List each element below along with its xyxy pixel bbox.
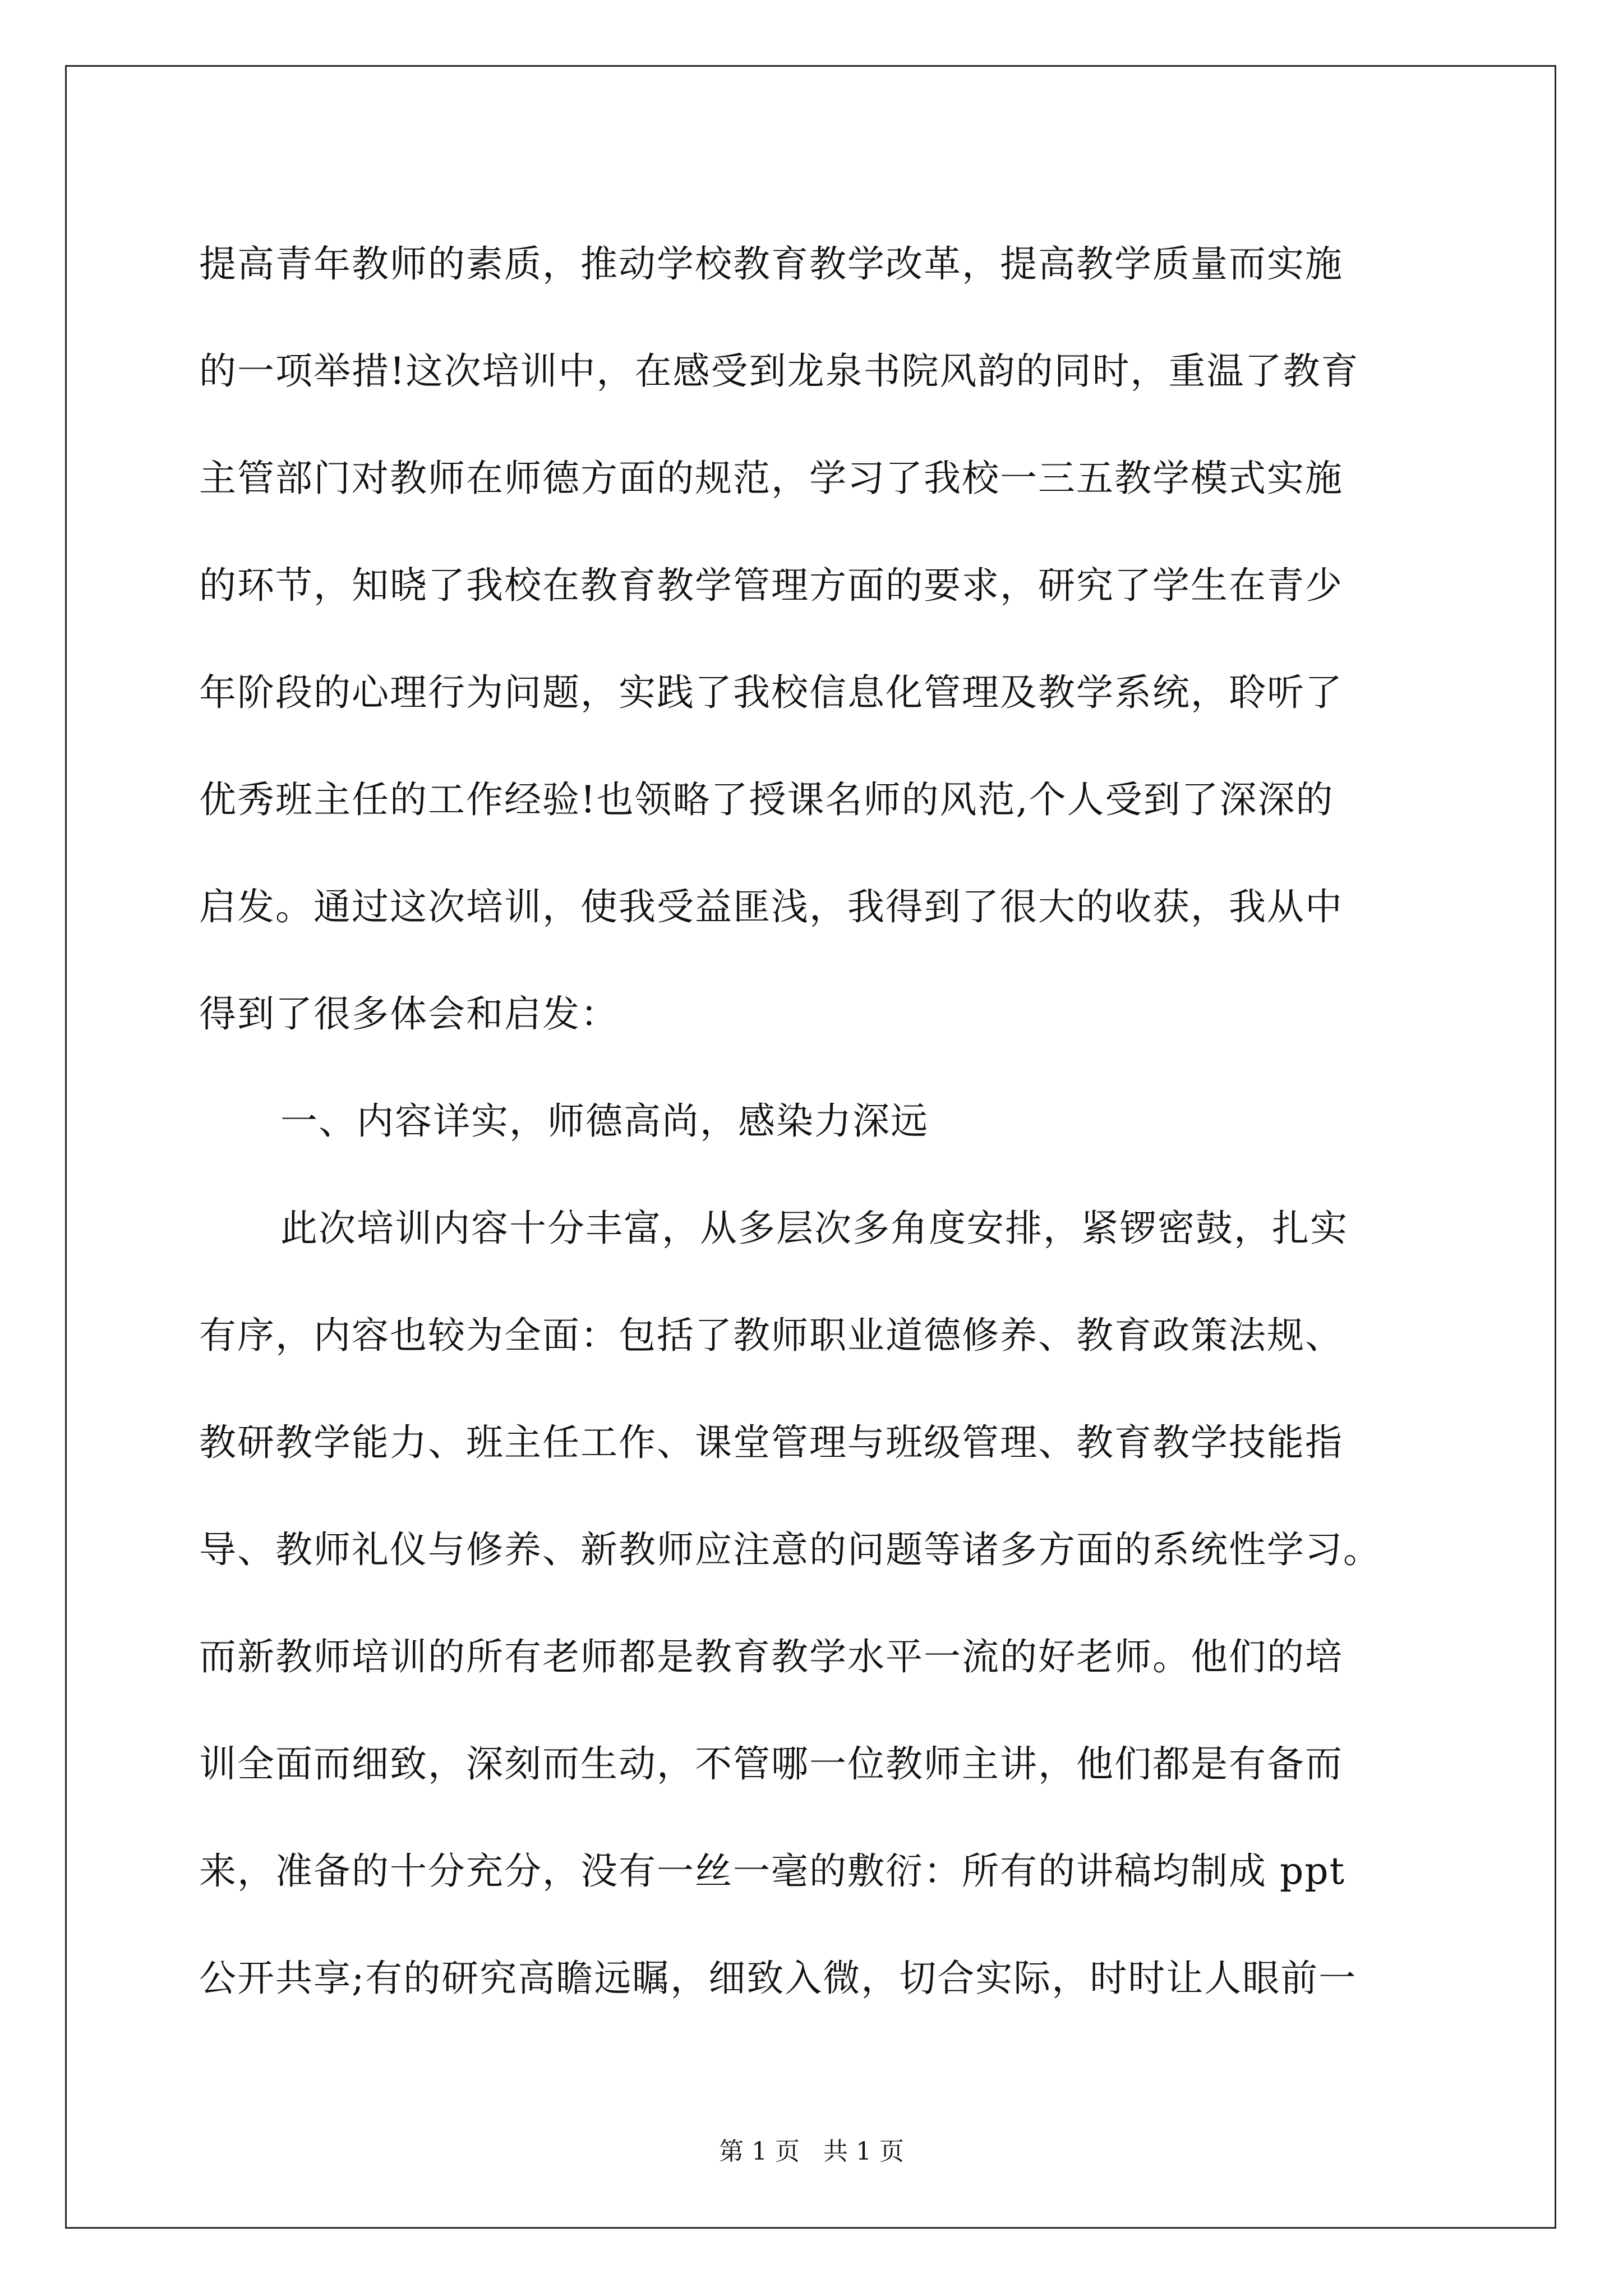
paragraph-start-line: 此次培训内容十分丰富，从多层次多角度安排，紧锣密鼓，扎实 bbox=[280, 1207, 1348, 1250]
text-line: 来，准备的十分充分，没有一丝一毫的敷衍：所有的讲稿均制成 ppt bbox=[199, 1849, 1345, 1893]
text-line: 得到了很多体会和启发： bbox=[199, 992, 619, 1036]
text-line: 提高青年教师的素质，推动学校教育教学改革，提高教学质量而实施 bbox=[199, 242, 1343, 286]
text-line: 而新教师培训的所有老师都是教育教学水平一流的好老师。他们的培 bbox=[199, 1635, 1343, 1678]
text-line: 的一项举措!这次培训中，在感受到龙泉书院风韵的同时，重温了教育 bbox=[199, 349, 1359, 393]
text-line: 主管部门对教师在师德方面的规范，学习了我校一三五教学模式实施 bbox=[199, 457, 1343, 500]
text-line: 教研教学能力、班主任工作、课堂管理与班级管理、教育教学技能指 bbox=[199, 1421, 1343, 1464]
section-heading: 一、内容详实，师德高尚，感染力深远 bbox=[280, 1099, 929, 1143]
text-line: 优秀班主任的工作经验!也领略了授课名师的风范,个人受到了深深的 bbox=[199, 778, 1334, 821]
text-line: 启发。通过这次培训，使我受益匪浅，我得到了很大的收获，我从中 bbox=[199, 885, 1343, 928]
text-line: 年阶段的心理行为问题，实践了我校信息化管理及教学系统，聆听了 bbox=[199, 671, 1343, 714]
text-line: 训全面而细致，深刻而生动，不管哪一位教师主讲，他们都是有备而 bbox=[199, 1742, 1343, 1786]
text-line: 有序，内容也较为全面：包括了教师职业道德修养、教育政策法规、 bbox=[199, 1314, 1343, 1357]
text-line: 导、教师礼仪与修养、新教师应注意的问题等诸多方面的系统性学习。 bbox=[199, 1528, 1381, 1571]
text-line: 的环节，知晓了我校在教育教学管理方面的要求，研究了学生在青少 bbox=[199, 564, 1343, 607]
document-body bbox=[199, 210, 1433, 2032]
page-number-footer: 第 1 页 共 1 页 bbox=[719, 2137, 904, 2166]
text-line: 公开共享;有的研究高瞻远瞩，细致入微，切合实际，时时让人眼前一 bbox=[199, 1957, 1357, 2000]
